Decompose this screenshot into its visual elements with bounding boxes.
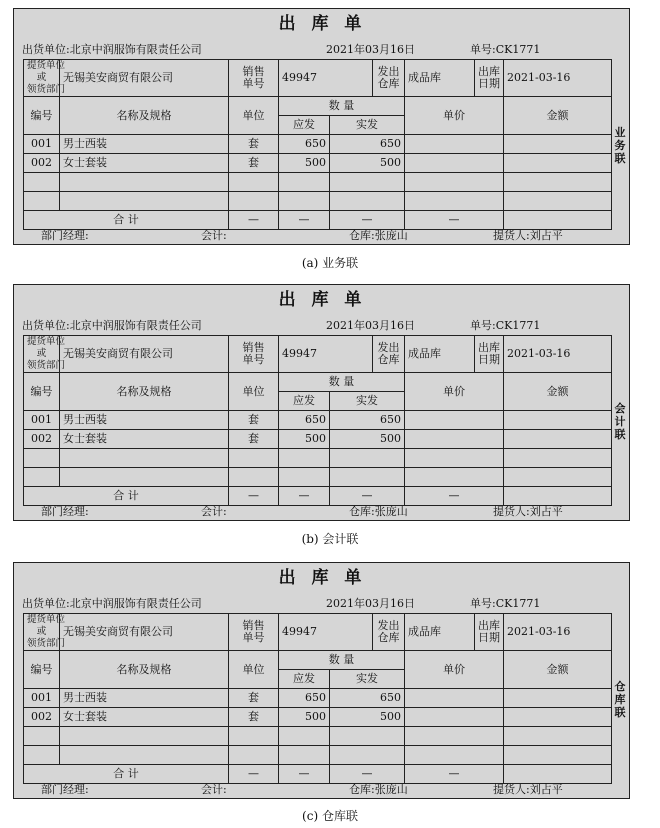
receiver-value: 无锡美安商贸有限公司: [60, 614, 229, 651]
row-name: 女士套装: [60, 154, 229, 173]
shipping-unit: [22, 597, 202, 611]
form-date: 2021年03月16日: [326, 43, 415, 56]
total-label: 合 计: [24, 211, 229, 230]
table-row-empty: [24, 449, 612, 468]
row-name: 女士套装: [60, 430, 229, 449]
warehouse-label: 发出 仓库: [373, 614, 405, 651]
form-number-label: 单号:: [470, 319, 496, 332]
footer-accountant: 会计:: [201, 229, 227, 242]
shipping-unit-label: 出货单位:: [22, 319, 70, 332]
total-unit-dash: —: [229, 211, 279, 230]
row-qty-due: 650: [279, 689, 330, 708]
table-row-empty: [24, 727, 612, 746]
out-date-value: 2021-03-16: [504, 336, 612, 373]
footer-manager: 部门经理:: [41, 783, 89, 796]
form-number-value: CK1771: [495, 597, 541, 610]
total-label: 合 计: [24, 487, 229, 506]
row-qty-due: 650: [279, 135, 330, 154]
table-row: [24, 689, 612, 708]
col-qty-actual: 实发: [330, 116, 405, 135]
copy-caption: (c) 仓库联: [302, 809, 358, 823]
form-number: [470, 43, 540, 57]
row-name: 女士套装: [60, 708, 229, 727]
total-amount: [504, 487, 612, 506]
shipping-unit: [22, 43, 202, 57]
row-qty-actual: 500: [330, 430, 405, 449]
warehouse-label: 发出 仓库: [373, 336, 405, 373]
shipping-unit: [22, 319, 202, 333]
row-price: [405, 708, 504, 727]
total-actual-dash: —: [330, 765, 405, 784]
form-table: [23, 59, 612, 230]
form-number-label: 单号:: [470, 43, 496, 56]
delivery-note-form: [13, 8, 630, 245]
row-amount: [504, 154, 612, 173]
form-title: 出 库 单: [278, 290, 367, 310]
footer-accountant: 会计:: [201, 505, 227, 518]
row-price: [405, 135, 504, 154]
col-unit: 单位: [229, 651, 279, 689]
table-row: [24, 708, 612, 727]
row-amount: [504, 135, 612, 154]
table-row: [24, 154, 612, 173]
sales-no-value: 49947: [279, 614, 373, 651]
row-qty-actual: 500: [330, 154, 405, 173]
total-row: [24, 211, 612, 230]
col-unit: 单位: [229, 373, 279, 411]
total-price-dash: —: [405, 211, 504, 230]
row-code: 001: [24, 135, 60, 154]
form-title: 出 库 单: [278, 14, 367, 34]
col-qty: 数 量: [279, 373, 405, 392]
col-price: 单价: [405, 97, 504, 135]
receiver-label: 提货单位 或 领货部门: [24, 336, 60, 373]
copy-side-label: 会 计 联: [614, 402, 626, 441]
total-amount: [504, 765, 612, 784]
copy-caption: (a) 业务联: [301, 256, 359, 270]
total-due-dash: —: [279, 765, 330, 784]
form-number: [470, 319, 540, 333]
row-qty-actual: 650: [330, 411, 405, 430]
row-amount: [504, 708, 612, 727]
out-date-value: 2021-03-16: [504, 60, 612, 97]
delivery-note-form: [13, 284, 630, 521]
row-qty-due: 500: [279, 708, 330, 727]
row-price: [405, 154, 504, 173]
row-unit: 套: [229, 135, 279, 154]
total-price-dash: —: [405, 487, 504, 506]
shipping-unit-value: 北京中润服饰有限责任公司: [69, 319, 202, 332]
row-unit: 套: [229, 411, 279, 430]
shipping-unit-value: 北京中润服饰有限责任公司: [69, 597, 202, 610]
footer-receiver: 提货人:刘占平: [493, 505, 563, 518]
table-row-empty: [24, 746, 612, 765]
row-qty-actual: 650: [330, 689, 405, 708]
shipping-unit-value: 北京中润服饰有限责任公司: [69, 43, 202, 56]
col-code: 编号: [24, 373, 60, 411]
col-name: 名称及规格: [60, 97, 229, 135]
form-date: 2021年03月16日: [326, 319, 415, 332]
row-amount: [504, 689, 612, 708]
form-number-value: CK1771: [495, 43, 541, 56]
table-row-empty: [24, 468, 612, 487]
warehouse-value: 成品库: [405, 614, 475, 651]
out-date-value: 2021-03-16: [504, 614, 612, 651]
row-code: 002: [24, 430, 60, 449]
row-qty-due: 650: [279, 411, 330, 430]
row-amount: [504, 411, 612, 430]
copy-caption: (b) 会计联: [301, 532, 359, 546]
row-qty-due: 500: [279, 430, 330, 449]
row-code: 001: [24, 411, 60, 430]
row-code: 001: [24, 689, 60, 708]
total-actual-dash: —: [330, 211, 405, 230]
table-row-empty: [24, 173, 612, 192]
row-unit: 套: [229, 430, 279, 449]
col-qty-due: 应发: [279, 670, 330, 689]
row-qty-actual: 500: [330, 708, 405, 727]
col-name: 名称及规格: [60, 373, 229, 411]
receiver-value: 无锡美安商贸有限公司: [60, 60, 229, 97]
col-price: 单价: [405, 373, 504, 411]
form-number: [470, 597, 540, 611]
total-amount: [504, 211, 612, 230]
table-row: [24, 411, 612, 430]
form-number-value: CK1771: [495, 319, 541, 332]
row-code: 002: [24, 708, 60, 727]
table-row: [24, 430, 612, 449]
sales-no-value: 49947: [279, 336, 373, 373]
info-row: [24, 614, 612, 651]
receiver-value: 无锡美安商贸有限公司: [60, 336, 229, 373]
copy-side-label: 业 务 联: [614, 126, 626, 165]
footer-warehouse: 仓库:张庞山: [349, 505, 408, 518]
row-unit: 套: [229, 708, 279, 727]
shipping-unit-label: 出货单位:: [22, 43, 70, 56]
col-qty-due: 应发: [279, 116, 330, 135]
col-name: 名称及规格: [60, 651, 229, 689]
row-name: 男士西装: [60, 411, 229, 430]
total-unit-dash: —: [229, 765, 279, 784]
row-unit: 套: [229, 154, 279, 173]
warehouse-label: 发出 仓库: [373, 60, 405, 97]
warehouse-value: 成品库: [405, 60, 475, 97]
row-amount: [504, 430, 612, 449]
col-price: 单价: [405, 651, 504, 689]
row-name: 男士西装: [60, 689, 229, 708]
footer-warehouse: 仓库:张庞山: [349, 783, 408, 796]
row-code: 002: [24, 154, 60, 173]
total-price-dash: —: [405, 765, 504, 784]
col-qty-due: 应发: [279, 392, 330, 411]
info-row: [24, 336, 612, 373]
row-price: [405, 411, 504, 430]
col-qty: 数 量: [279, 97, 405, 116]
copy-side-label: 仓 库 联: [614, 680, 626, 719]
total-row: [24, 487, 612, 506]
total-unit-dash: —: [229, 487, 279, 506]
form-date: 2021年03月16日: [326, 597, 415, 610]
footer-receiver: 提货人:刘占平: [493, 229, 563, 242]
total-due-dash: —: [279, 487, 330, 506]
col-code: 编号: [24, 651, 60, 689]
footer-warehouse: 仓库:张庞山: [349, 229, 408, 242]
row-qty-due: 500: [279, 154, 330, 173]
row-price: [405, 689, 504, 708]
footer-manager: 部门经理:: [41, 505, 89, 518]
sales-no-label: 销售 单号: [229, 614, 279, 651]
out-date-label: 出库 日期: [475, 60, 504, 97]
col-amount: 金额: [504, 373, 612, 411]
row-unit: 套: [229, 689, 279, 708]
footer-accountant: 会计:: [201, 783, 227, 796]
total-actual-dash: —: [330, 487, 405, 506]
col-unit: 单位: [229, 97, 279, 135]
col-qty-actual: 实发: [330, 670, 405, 689]
receiver-label: 提货单位 或 领货部门: [24, 614, 60, 651]
total-label: 合 计: [24, 765, 229, 784]
total-due-dash: —: [279, 211, 330, 230]
row-name: 男士西装: [60, 135, 229, 154]
shipping-unit-label: 出货单位:: [22, 597, 70, 610]
form-number-label: 单号:: [470, 597, 496, 610]
form-title: 出 库 单: [278, 568, 367, 588]
sales-no-label: 销售 单号: [229, 336, 279, 373]
column-header-row: [24, 651, 612, 670]
col-code: 编号: [24, 97, 60, 135]
receiver-label: 提货单位 或 领货部门: [24, 60, 60, 97]
sales-no-label: 销售 单号: [229, 60, 279, 97]
sales-no-value: 49947: [279, 60, 373, 97]
row-qty-actual: 650: [330, 135, 405, 154]
warehouse-value: 成品库: [405, 336, 475, 373]
form-table: [23, 335, 612, 506]
form-table: [23, 613, 612, 784]
column-header-row: [24, 373, 612, 392]
col-amount: 金额: [504, 97, 612, 135]
col-amount: 金额: [504, 651, 612, 689]
col-qty: 数 量: [279, 651, 405, 670]
delivery-note-form: [13, 562, 630, 799]
footer-manager: 部门经理:: [41, 229, 89, 242]
col-qty-actual: 实发: [330, 392, 405, 411]
footer-receiver: 提货人:刘占平: [493, 783, 563, 796]
table-row: [24, 135, 612, 154]
out-date-label: 出库 日期: [475, 336, 504, 373]
info-row: [24, 60, 612, 97]
total-row: [24, 765, 612, 784]
row-price: [405, 430, 504, 449]
column-header-row: [24, 97, 612, 116]
out-date-label: 出库 日期: [475, 614, 504, 651]
table-row-empty: [24, 192, 612, 211]
